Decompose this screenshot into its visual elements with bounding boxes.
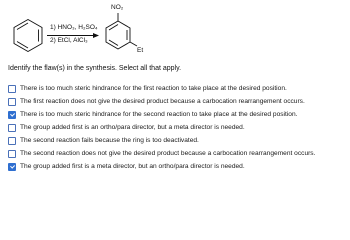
option-5-label: The second reaction fails because the ring is too deactivated.: [20, 137, 199, 144]
question-prompt: Identify the flaw(s) in the synthesis. Select all that apply.: [8, 65, 182, 72]
option-3-label: There is too much steric hindrance for the second reaction to take place at the desired position.: [20, 111, 298, 118]
option-5-checkbox[interactable]: [8, 137, 16, 145]
option-7-checkbox[interactable]: [8, 163, 16, 171]
reagent-condition-1: 1) HNO₃, H₂SO₄: [50, 24, 98, 31]
option-2-checkbox[interactable]: [8, 98, 16, 106]
option-3[interactable]: [8, 108, 348, 121]
option-4-label: The group added first is an ortho/para director, but a meta director is needed.: [20, 124, 245, 131]
reagent-condition-2: 2) EtCl, AlCl₃: [50, 37, 88, 44]
option-3-checkbox[interactable]: [8, 111, 16, 119]
benzene-ring: [14, 20, 42, 52]
option-6-label: The second reaction does not give the desired product because a carbocation rearrangement occurs.: [20, 150, 316, 157]
option-1-checkbox[interactable]: [8, 85, 16, 93]
substituent-nitro: NO₂: [111, 4, 124, 11]
option-7-label: The group added first is a meta director, but an ortho/para director is needed.: [20, 163, 245, 170]
option-4-checkbox[interactable]: [8, 124, 16, 132]
option-2-label: The first reaction does not give the desired product because a carbocation rearrangement occurs.: [20, 98, 305, 105]
substituent-ethyl: Et: [137, 47, 144, 54]
option-1-label: There is too much steric hindrance for the first reaction to take place at the desired position.: [20, 85, 287, 92]
option-7[interactable]: [8, 160, 348, 173]
option-6[interactable]: [8, 147, 348, 160]
option-5[interactable]: [8, 134, 348, 147]
option-2[interactable]: [8, 95, 348, 108]
option-4[interactable]: [8, 121, 348, 134]
answer-options: [8, 82, 348, 173]
option-1[interactable]: [8, 82, 348, 95]
product-ring: [106, 13, 137, 49]
option-6-checkbox[interactable]: [8, 150, 16, 158]
